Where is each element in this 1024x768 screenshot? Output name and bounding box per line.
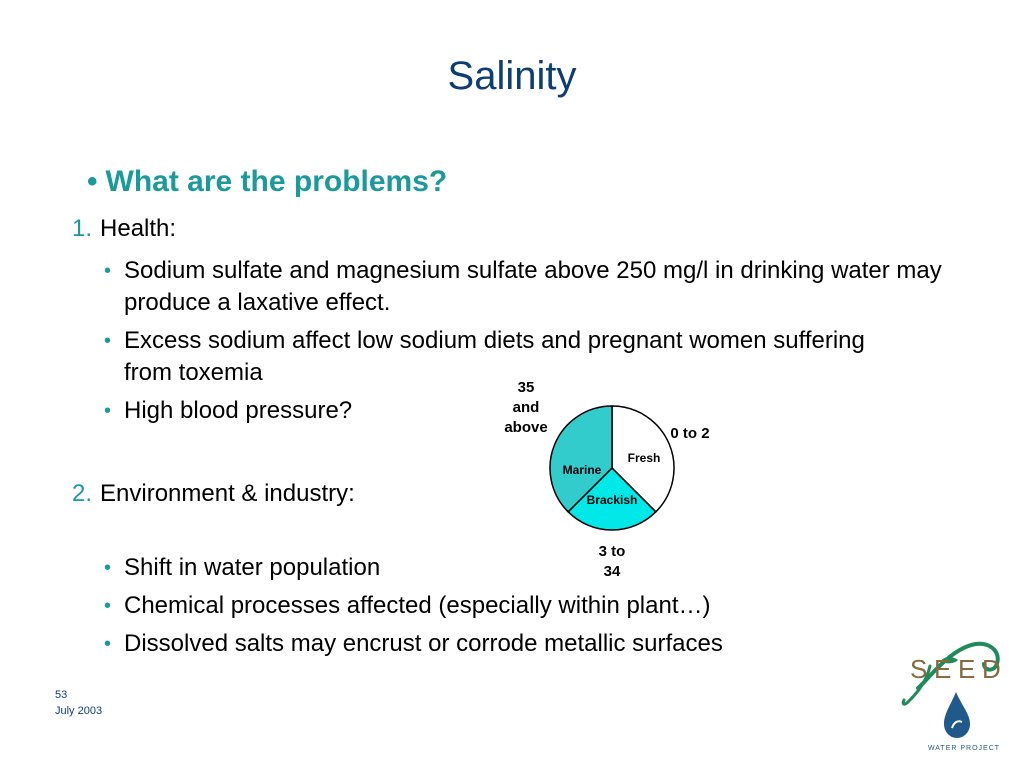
section-number: 2. — [72, 480, 93, 507]
water-drop-icon — [944, 692, 970, 738]
section-label: Health: — [100, 215, 177, 242]
bullet-icon: • — [104, 595, 112, 617]
bullet-icon: • — [104, 330, 112, 352]
list-item-text: Excess sodium affect low sodium diets and pregnant women suffering from toxemia — [124, 327, 865, 386]
footer-date: July 2003 — [55, 705, 103, 717]
pie-slice-label: Fresh — [627, 451, 661, 465]
seed-water-project-logo — [880, 632, 1010, 756]
pie-range-label: and — [512, 399, 540, 416]
pie-slice-label: Marine — [562, 463, 602, 477]
section-label: Environment & industry: — [100, 480, 355, 507]
logo-letter: D — [982, 654, 1001, 684]
slide-title: Salinity — [447, 54, 577, 98]
logo-letter: E — [958, 654, 976, 684]
salinity-pie-chart — [490, 378, 730, 590]
list-item — [104, 628, 744, 660]
pie-range-label: 0 to 2 — [670, 425, 710, 442]
pie-slice-label: Brackish — [586, 493, 638, 507]
logo-tagline: WATER PROJECT — [927, 745, 1001, 752]
list-item — [104, 255, 964, 319]
bullet-icon: • — [104, 260, 112, 282]
bullet-icon: • — [104, 633, 112, 655]
problems-heading — [87, 164, 447, 200]
list-item — [104, 590, 964, 622]
logo-letter: S — [910, 654, 928, 684]
section-health — [72, 214, 176, 244]
pie-range-label: 34 — [603, 563, 621, 580]
bullet-icon: • — [87, 165, 98, 198]
pie-range-label: above — [504, 419, 548, 436]
bullet-icon: • — [104, 557, 112, 579]
section-number: 1. — [72, 215, 93, 242]
logo-letter: E — [934, 654, 952, 684]
list-item-text: Sodium sulfate and magnesium sulfate above 250 mg/l in drinking water may produce a laxative effect. — [124, 257, 942, 316]
section-environment — [72, 479, 355, 509]
pie-range-label: 35 — [517, 379, 535, 396]
list-item-text: Shift in water population — [124, 554, 381, 581]
list-item — [104, 552, 464, 584]
list-item — [104, 395, 424, 427]
list-item-text: Dissolved salts may encrust or corrode metallic surfaces — [124, 630, 723, 657]
list-item-text: High blood pressure? — [124, 397, 353, 424]
bullet-icon: • — [104, 400, 112, 422]
heading-text: What are the problems? — [105, 165, 448, 198]
page-number: 53 — [55, 689, 68, 701]
pie-range-label: 3 to — [598, 543, 626, 560]
list-item-text: Chemical processes affected (especially within plant…) — [124, 592, 711, 619]
